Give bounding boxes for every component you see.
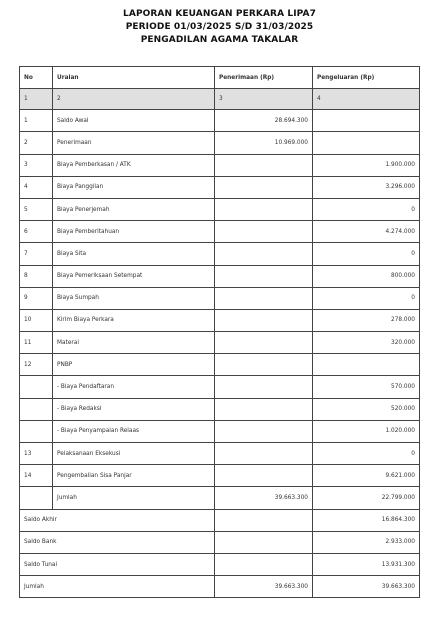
row-uraian: - Biaya Redaksi	[53, 398, 215, 420]
summary-label: Saldo Akhir	[20, 509, 215, 531]
row-penerimaan: 28.694.300	[215, 110, 313, 132]
table-row	[20, 154, 420, 176]
row-pengeluaran: 1.020.000	[313, 420, 420, 442]
row-penerimaan	[215, 465, 313, 487]
row-uraian: Jumlah	[53, 487, 215, 509]
row-no: 11	[20, 332, 53, 354]
index-penerimaan: 3	[215, 89, 313, 110]
row-pengeluaran: 520.000	[313, 398, 420, 420]
row-pengeluaran: 1.900.000	[313, 154, 420, 176]
index-uraian: 2	[53, 89, 215, 110]
table-row	[20, 132, 420, 154]
header-pengeluaran: Pengeluaran (Rp)	[313, 67, 420, 89]
summary-penerimaan	[215, 509, 313, 531]
summary-row	[20, 576, 420, 598]
row-no	[20, 487, 53, 509]
row-penerimaan	[215, 332, 313, 354]
row-uraian: Biaya Sumpah	[53, 287, 215, 309]
summary-pengeluaran: 13.931.300	[313, 553, 420, 575]
summary-row	[20, 531, 420, 553]
table-row	[20, 243, 420, 265]
row-uraian: - Biaya Penyampaian Relaas	[53, 420, 215, 442]
header-no: No	[20, 67, 53, 89]
summary-row	[20, 509, 420, 531]
row-pengeluaran: 9.621.000	[313, 465, 420, 487]
summary-label: Saldo Bank	[20, 531, 215, 553]
finance-table-body	[20, 67, 420, 598]
row-no: 8	[20, 265, 53, 287]
table-row	[20, 221, 420, 243]
summary-label: Jumlah	[20, 576, 215, 598]
row-no: 4	[20, 176, 53, 198]
summary-penerimaan	[215, 531, 313, 553]
row-pengeluaran: 0	[313, 287, 420, 309]
row-pengeluaran: 800.000	[313, 265, 420, 287]
row-pengeluaran: 320.000	[313, 332, 420, 354]
table-row	[20, 309, 420, 331]
row-pengeluaran: 0	[313, 243, 420, 265]
table-row	[20, 110, 420, 132]
row-pengeluaran	[313, 354, 420, 376]
row-uraian: Saldo Awal	[53, 110, 215, 132]
row-uraian: Biaya Pemberkasan / ATK	[53, 154, 215, 176]
table-row	[20, 376, 420, 398]
row-no: 6	[20, 221, 53, 243]
table-row	[20, 443, 420, 465]
row-pengeluaran	[313, 110, 420, 132]
row-uraian: - Biaya Pendaftaran	[53, 376, 215, 398]
header-penerimaan: Penerimaan (Rp)	[215, 67, 313, 89]
report-period: PERIODE 01/03/2025 S/D 31/03/2025	[125, 22, 314, 32]
row-pengeluaran: 22.799.000	[313, 487, 420, 509]
summary-row	[20, 553, 420, 575]
row-penerimaan: 10.969.000	[215, 132, 313, 154]
table-header-row	[20, 67, 420, 89]
row-penerimaan	[215, 176, 313, 198]
table-row	[20, 265, 420, 287]
row-pengeluaran: 4.274.000	[313, 221, 420, 243]
row-no	[20, 420, 53, 442]
report-header	[0, 8, 439, 47]
table-row	[20, 332, 420, 354]
finance-table	[19, 66, 420, 598]
summary-pengeluaran: 39.663.300	[313, 576, 420, 598]
row-penerimaan	[215, 376, 313, 398]
row-no: 12	[20, 354, 53, 376]
row-uraian: Materai	[53, 332, 215, 354]
row-uraian: Pelaksanaan Eksekusi	[53, 443, 215, 465]
summary-pengeluaran: 2.933.000	[313, 531, 420, 553]
row-no: 5	[20, 198, 53, 220]
row-no: 2	[20, 132, 53, 154]
row-penerimaan	[215, 420, 313, 442]
row-uraian: Penerimaan	[53, 132, 215, 154]
row-uraian: Biaya Panggilan	[53, 176, 215, 198]
index-no: 1	[20, 89, 53, 110]
row-pengeluaran: 0	[313, 443, 420, 465]
row-penerimaan	[215, 243, 313, 265]
row-pengeluaran: 278.000	[313, 309, 420, 331]
report-court: PENGADILAN AGAMA TAKALAR	[140, 35, 299, 45]
table-row	[20, 398, 420, 420]
row-no: 3	[20, 154, 53, 176]
row-penerimaan	[215, 354, 313, 376]
index-pengeluaran: 4	[313, 89, 420, 110]
row-uraian: Biaya Pemberitahuan	[53, 221, 215, 243]
table-row	[20, 176, 420, 198]
row-uraian: PNBP	[53, 354, 215, 376]
row-no	[20, 376, 53, 398]
row-pengeluaran: 3.296.000	[313, 176, 420, 198]
row-pengeluaran: 570.000	[313, 376, 420, 398]
row-pengeluaran	[313, 132, 420, 154]
table-row	[20, 198, 420, 220]
row-penerimaan	[215, 198, 313, 220]
row-uraian: Biaya Penerjemah	[53, 198, 215, 220]
row-penerimaan	[215, 398, 313, 420]
row-penerimaan	[215, 265, 313, 287]
row-pengeluaran: 0	[313, 198, 420, 220]
table-row	[20, 420, 420, 442]
row-uraian: Kirim Biaya Perkara	[53, 309, 215, 331]
row-penerimaan: 39.663.300	[215, 487, 313, 509]
row-uraian: Biaya Sita	[53, 243, 215, 265]
row-no: 10	[20, 309, 53, 331]
summary-penerimaan	[215, 553, 313, 575]
table-row	[20, 287, 420, 309]
row-penerimaan	[215, 287, 313, 309]
row-no: 14	[20, 465, 53, 487]
column-index-row	[20, 89, 420, 110]
summary-pengeluaran: 16.864.300	[313, 509, 420, 531]
summary-penerimaan: 39.663.300	[215, 576, 313, 598]
row-no: 9	[20, 287, 53, 309]
summary-label: Saldo Tunai	[20, 553, 215, 575]
row-no: 1	[20, 110, 53, 132]
row-penerimaan	[215, 154, 313, 176]
row-no: 13	[20, 443, 53, 465]
row-penerimaan	[215, 221, 313, 243]
table-row	[20, 487, 420, 509]
row-penerimaan	[215, 309, 313, 331]
row-uraian: Biaya Pemeriksaan Setempat	[53, 265, 215, 287]
table-row	[20, 354, 420, 376]
row-penerimaan	[215, 443, 313, 465]
row-uraian: Pengembalian Sisa Panjar	[53, 465, 215, 487]
table-row	[20, 465, 420, 487]
header-uraian: Uraian	[53, 67, 215, 89]
row-no: 7	[20, 243, 53, 265]
row-no	[20, 398, 53, 420]
report-title: LAPORAN KEUANGAN PERKARA LIPA7	[123, 9, 316, 19]
